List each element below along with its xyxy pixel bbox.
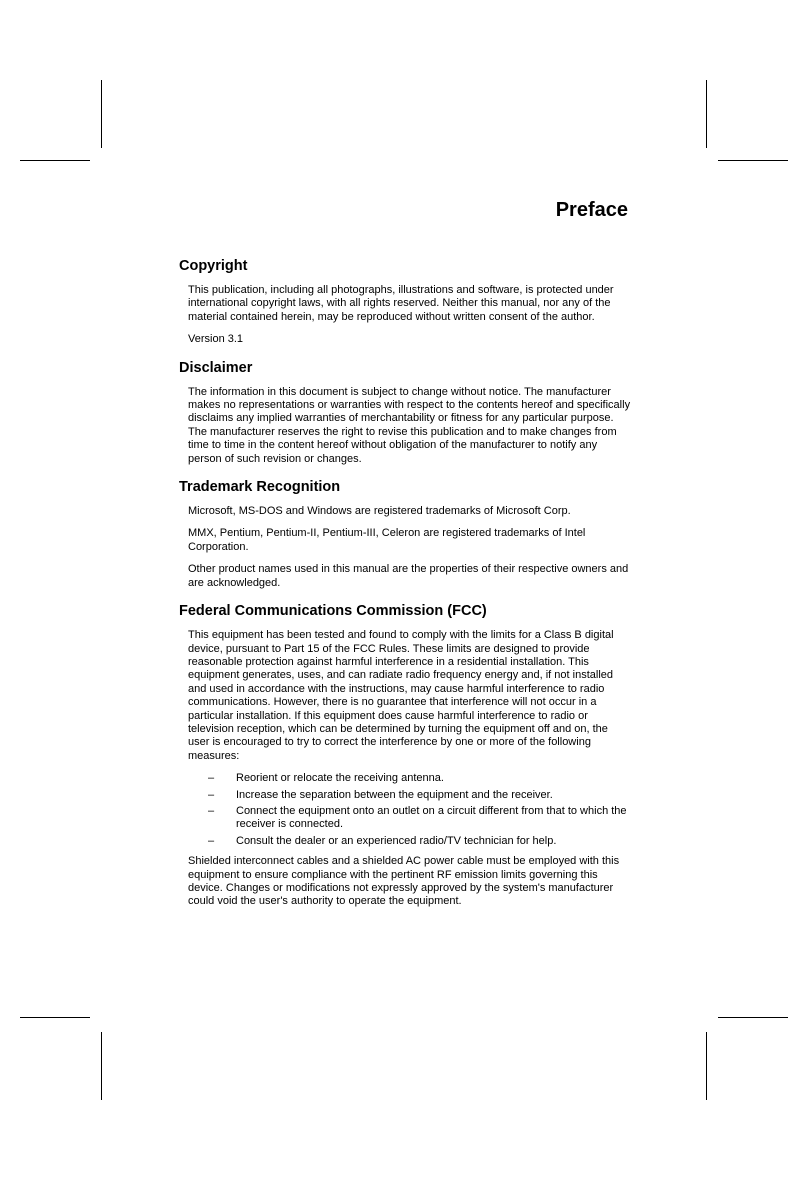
list-item-text: Connect the equipment onto an outlet on a circuit different from that to which the receiver is connected. — [236, 804, 627, 831]
bullet-dash: – — [208, 788, 215, 801]
crop-mark-bottom-left-horizontal — [20, 1017, 90, 1018]
crop-mark-bottom-right-horizontal — [718, 1017, 788, 1018]
page-title: Preface — [555, 199, 628, 221]
fcc-closing-paragraph: Shielded interconnect cables and a shielded AC power cable must be employed with this equipment to ensure compliance with the pertinent RF emission limits governing this device. Changes or modifications not expressly approved by the system's manufacturer could void the user's authority to operate the equipment. — [188, 855, 620, 908]
list-item — [179, 789, 631, 802]
copyright-paragraph: This publication, including all photographs, illustrations and software, is protected under international copyright laws, with all rights reserved. Neither this manual, nor any of the material contained herein, may be reproduced without written consent of the author. — [188, 284, 614, 323]
crop-mark-top-right-vertical — [706, 80, 707, 148]
section-heading-disclaimer: Disclaimer — [179, 359, 253, 376]
document-body — [179, 257, 631, 921]
section-copyright — [179, 257, 631, 347]
list-item-text: Increase the separation between the equipment and the receiver. — [236, 788, 553, 801]
list-item — [179, 805, 631, 832]
fcc-intro-paragraph: This equipment has been tested and found to comply with the limits for a Class B digital device, pursuant to Part 15 of the FCC Rules. These limits are designed to provide reasonable protection against harmful interference in a residential installation. This equipment generates, uses, and can radiate radio frequency energy and, if not installed and used in accordance with the instructions, may cause harmful interference to radio communications. However, there is no guarantee that interference will not occur in a particular installation. If this equipment does cause harmful interference to radio or television reception, which can be determined by turning the equipment off and on, the user is encouraged to try to correct the interference by one or more of the following measures: — [188, 629, 614, 762]
fcc-measures-list — [179, 772, 631, 848]
section-trademark — [179, 478, 631, 590]
version-text: Version 3.1 — [188, 333, 244, 346]
bullet-dash: – — [208, 834, 215, 847]
disclaimer-paragraph: The information in this document is subject to change without notice. The manufacturer makes no representations or warranties with respect to the contents hereof and specifically disclaims any implied warranties of merchantability or fitness for any particular purpose. The manufacturer reserves the right to revise this publication and to make changes from time to time in the content hereof without obligation of the manufacturer to notify any person of such revision or changes. — [188, 385, 631, 465]
section-disclaimer — [179, 359, 631, 466]
crop-mark-top-left-horizontal — [20, 160, 90, 161]
crop-mark-top-left-vertical — [101, 80, 102, 148]
list-item — [179, 835, 631, 848]
section-fcc — [179, 602, 631, 909]
section-heading-fcc: Federal Communications Commission (FCC) — [179, 603, 487, 620]
list-item-text: Consult the dealer or an experienced radio/TV technician for help. — [236, 834, 557, 847]
list-item — [179, 772, 631, 785]
bullet-dash: – — [208, 804, 215, 817]
crop-mark-bottom-left-vertical — [101, 1032, 102, 1100]
section-heading-copyright: Copyright — [179, 258, 248, 274]
crop-mark-bottom-right-vertical — [706, 1032, 707, 1100]
trademark-paragraph-others: Other product names used in this manual are the properties of their respective owners and are acknowledged. — [188, 563, 629, 589]
list-item-text: Reorient or relocate the receiving antenna. — [236, 772, 444, 785]
trademark-paragraph-microsoft: Microsoft, MS-DOS and Windows are registered trademarks of Microsoft Corp. — [188, 505, 571, 518]
section-heading-trademark: Trademark Recognition — [179, 479, 341, 496]
trademark-paragraph-intel: MMX, Pentium, Pentium-II, Pentium-III, Celeron are registered trademarks of Intel Corporation. — [188, 527, 586, 553]
bullet-dash: – — [208, 772, 215, 785]
crop-mark-top-right-horizontal — [718, 160, 788, 161]
